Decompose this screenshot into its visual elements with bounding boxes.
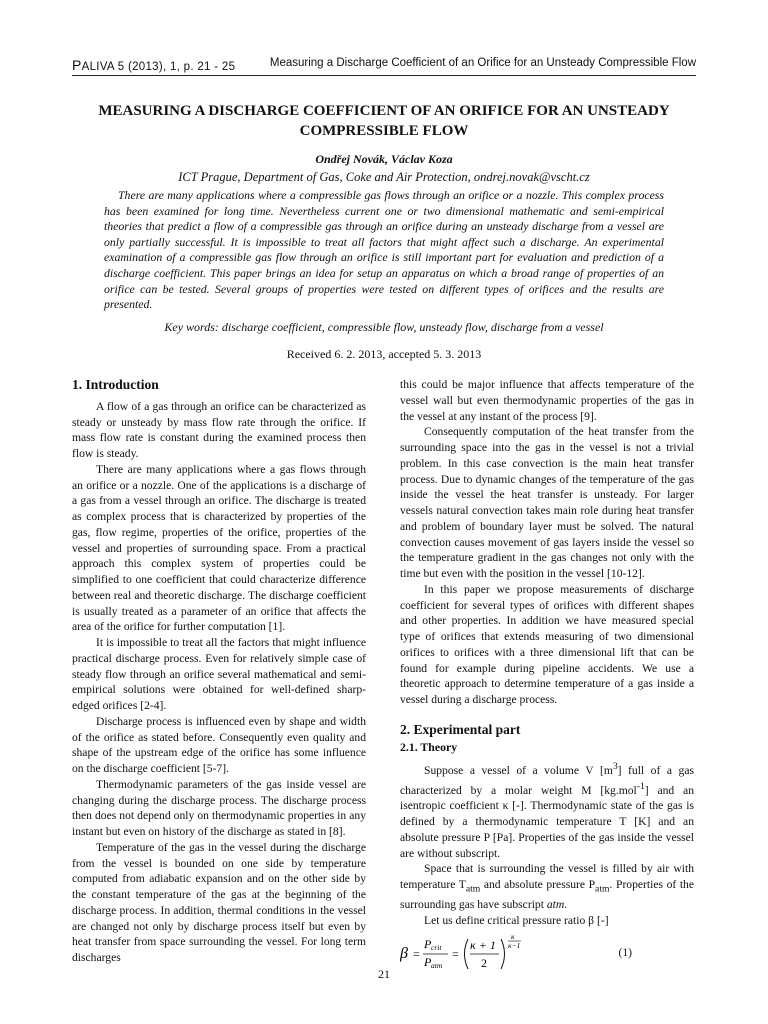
eq-den-var: P (424, 954, 432, 969)
text-run: and absolute pressure P (480, 878, 596, 892)
paragraph: In this paper we propose measurements of discharge coefficient for several types of orifices with different shapes and other properties. In addition we have measured special type of orifices that extends measuring of two dimensional orifices to orifices with a three dimensional lift that can be found for example during pipeline accidents. We use a theoretic approach to determine temperature of a gas inside a vessel during a discharge process. (400, 582, 694, 706)
journal-name: ALIVA (81, 61, 115, 73)
paragraph: Discharge process is influenced even by shape and width of the orifice as stated before. Consequently even quality and shape of the upstream edge of the orifice has some influence on the discharge coefficient [5-7]. (72, 714, 366, 775)
eq-exp-num: κ (511, 932, 515, 941)
text-run: Space that is surrounding the vessel is filled by air with temperature T (400, 862, 694, 892)
page-number: 21 (378, 967, 390, 981)
equation-number: (1) (618, 945, 632, 959)
paragraph: It is impossible to treat all the factors that might influence practical discharge process. Even for relatively simple case of steady flow through an orifice several mathematical and semi-empirical solutions were obtained for well-defined sharp-edged orifices [2-4]. (72, 636, 366, 712)
title-line-1: MEASURING A DISCHARGE COEFFICIENT OF AN ORIFICE FOR AN UNSTEADY (98, 103, 670, 119)
paragraph: Temperature of the gas in the vessel during the discharge from the vessel is bounded on one side by temperature computed from adiabatic expansion and on the other side by the constant temperature of the gas at the beginning of the discharge process. In addition, thermal conditions in the vessel are changed not only by discharge process itself but even by heat transfer from space surrounding the vessel. For long term discharges (72, 840, 366, 964)
received-date: Received 6. 2. 2013, accepted 5. 3. 2013 (286, 347, 482, 361)
affiliation: ICT Prague, Department of Gas, Coke and Air Protection, ondrej.novak@vscht.cz (178, 170, 590, 184)
paragraph: this could be major influence that affects temperature of the vessel wall but even thermodynamic properties of the gas in the vessel at any instant of the process [9]. (400, 378, 694, 423)
section-heading-experimental: 2. Experimental part (400, 721, 521, 737)
paragraph: There are many applications where a gas flows through an orifice or a nozzle. One of the applications is a discharge of a gas from a vessel through an orifice. The discharge is treated as complex process that is characterized by properties of the gas, flow regime, properties of the orifice, properties of the vessel and properties of surrounding space. From a practical approach this complex system of properties could be simplified to one coefficient that could characterize difference between real and theoretic discharge. The discharge coefficient is usually treated as a parameter of an orifice that affects the area of the orifice for further computation [1]. (72, 462, 366, 634)
left-column (72, 377, 366, 966)
superscript: 3 (612, 761, 618, 773)
eq-equals: = (413, 946, 420, 961)
eq-inner-den: 2 (481, 955, 487, 970)
journal-citation (72, 57, 235, 73)
running-title: Measuring a Discharge Coefficient of an Orifice for an Unsteady Compressible Flow (269, 57, 696, 69)
title-line-2: COMPRESSIBLE FLOW (299, 123, 469, 139)
subscript: atm (595, 883, 610, 895)
abstract: There are many applications where a compressible gas flows through an orifice or a nozzle. This complex process has been examined for long time. Nevertheless current one or two dimensional mathematic and semi-empirical theories that predict a flow of a compressible gas through an orifice during an unsteady discharge from a vessel are only partially successful. It is impossible to treat all factors that might affect such a discharge. An experimental examination of a compressible gas flow through an orifice is still important part for evaluation and prediction of a discharge coefficient. This paper brings an idea for setup an apparatus on which a broad range of properties of an orifice can be tested. Several groups of properties were tested on different types of orifices and the results are presented. (104, 188, 664, 312)
journal-volume: 5 (2013), 1, p. 21 - 25 (117, 61, 236, 73)
keywords: Key words: discharge coefficient, compressible flow, unsteady flow, discharge from a vessel (164, 320, 604, 334)
eq-left-paren (465, 939, 469, 969)
eq-num-var: P (424, 936, 432, 951)
paragraph: A flow of a gas through an orifice can be characterized as steady or unsteady by mass flow rate through the orifice. If mass flow rate is constant during the examined process then flow is steady. (72, 399, 366, 460)
eq-beta: β (400, 944, 408, 962)
paragraph (400, 759, 694, 861)
subscript: atm (465, 883, 481, 895)
eq-equals-2: = (452, 946, 459, 961)
text-run: ] and an isentropic coefficient κ [-]. Thermodynamic state of the gas is defined by a thermodynamic temperature T [K] and an absolute pressure P [Pa]. Properties of the gas inside the vessel are without subscript. (400, 783, 694, 860)
eq-inner-num: κ + 1 (470, 937, 496, 952)
paragraph: Consequently computation of the heat transfer from the surrounding space into the gas in the vessel is not a trivial problem. In this case convection is the main heat transfer process. Due to dynamic changes of the temperature of the gas inside the vessel the heat transfer is unsteady. For larger vessels natural convection takes main role during heat transfer and problem of boundary layer must be solved. The natural convection causes movement of gas layers inside the vessel so the temperature gradient in the gas changes not only with the time but even with the position in the vessel [10-12]. (400, 425, 694, 580)
running-header (72, 55, 696, 76)
paragraph: Let us define critical pressure ratio β [-] (424, 914, 609, 928)
subsection-heading-theory: 2.1. Theory (400, 739, 458, 754)
italic-text: atm (546, 898, 565, 912)
superscript: -1 (636, 780, 645, 792)
journal-initial: P (72, 57, 82, 73)
eq-right-paren (501, 939, 505, 969)
eq-den-sub: atm (431, 960, 443, 970)
paper-title (80, 101, 688, 141)
eq-num-sub: crit (431, 942, 442, 952)
paragraph: Thermodynamic parameters of the gas inside vessel are changing during the discharge process. The discharge process then does not depend only on thermodynamic properties in any instant but even on history of the discharge as stated in [8]. (72, 777, 366, 838)
section-heading-introduction: 1. Introduction (72, 377, 159, 392)
paragraph (400, 861, 694, 913)
authors: Ondřej Novák, Václav Koza (315, 152, 453, 166)
right-column (400, 377, 694, 973)
text-run: Suppose a vessel of a volume V [m (424, 764, 613, 778)
text-run: . Properties of the surrounding gas have subscript (400, 878, 694, 912)
text-run: . (564, 898, 568, 912)
text-run: ] full of a gas characterized by a molar weight M [kg.mol (400, 764, 694, 797)
eq-exp-den: κ−1 (508, 940, 521, 950)
